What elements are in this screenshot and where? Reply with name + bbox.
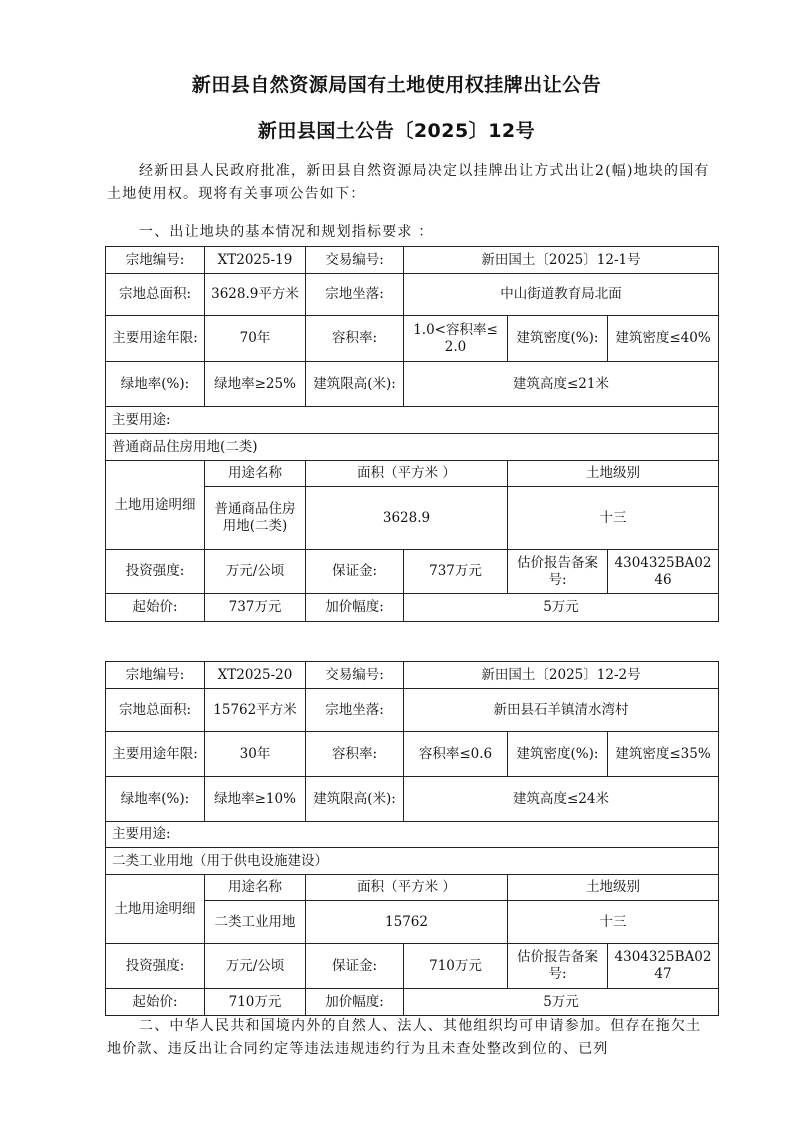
label-location: 宗地坐落:: [306, 689, 404, 732]
label-use-detail: 土地用途明细: [106, 461, 205, 550]
label-parcel-no: 宗地编号:: [106, 662, 205, 689]
use-years-value: 70年: [205, 316, 306, 362]
label-trade-no: 交易编号:: [306, 662, 404, 689]
trade-no-value: 新田国土〔2025〕12-2号: [404, 662, 719, 689]
label-use-detail: 土地用途明细: [106, 875, 205, 944]
increment-value: 5万元: [404, 594, 719, 622]
label-trade-no: 交易编号:: [306, 247, 404, 274]
label-invest: 投资强度:: [106, 944, 205, 989]
appraisal-value: 4304325BA0246: [608, 550, 719, 594]
height-value: 建筑高度≤24米: [404, 777, 719, 822]
label-use-name: 用途名称: [205, 875, 306, 901]
label-deposit: 保证金:: [306, 944, 404, 989]
area-value: 15762: [306, 901, 508, 944]
label-use-years: 主要用途年限:: [106, 732, 205, 777]
label-height: 建筑限高(米):: [306, 777, 404, 822]
label-total-area: 宗地总面积:: [106, 689, 205, 732]
label-land-grade: 土地级别: [508, 875, 719, 901]
deposit-value: 737万元: [404, 550, 508, 594]
trade-no-value: 新田国土〔2025〕12-1号: [404, 247, 719, 274]
appraisal-value: 4304325BA0247: [608, 944, 719, 989]
label-start-price: 起始价:: [106, 989, 205, 1016]
green-value: 绿地率≥10%: [205, 777, 306, 822]
deposit-value: 710万元: [404, 944, 508, 989]
label-invest: 投资强度:: [106, 550, 205, 594]
label-start-price: 起始价:: [106, 594, 205, 622]
label-green: 绿地率(%):: [106, 777, 205, 822]
label-total-area: 宗地总面积:: [106, 274, 205, 316]
label-deposit: 保证金:: [306, 550, 404, 594]
label-increment: 加价幅度:: [306, 989, 404, 1016]
label-density: 建筑密度(%):: [508, 316, 608, 362]
increment-value: 5万元: [404, 989, 719, 1016]
label-main-use: 主要用途:: [106, 822, 719, 848]
parcel-table-1: [105, 246, 719, 622]
far-value: 容积率≤0.6: [404, 732, 508, 777]
label-area-sqm: 面积（平方米 ）: [306, 461, 508, 487]
label-height: 建筑限高(米):: [306, 362, 404, 407]
notice-title: 新田县自然资源局国有土地使用权挂牌出让公告: [191, 74, 602, 96]
use-name-value: 二类工业用地: [205, 901, 306, 944]
grade-value: 十三: [508, 901, 719, 944]
grade-value: 十三: [508, 487, 719, 550]
label-far: 容积率:: [306, 316, 404, 362]
start-price-value: 737万元: [205, 594, 306, 622]
label-use-name: 用途名称: [205, 461, 306, 487]
label-green: 绿地率(%):: [106, 362, 205, 407]
label-far: 容积率:: [306, 732, 404, 777]
label-location: 宗地坐落:: [306, 274, 404, 316]
use-name-value: 普通商品住房用地(二类): [205, 487, 306, 550]
notice-number: 新田县国土公告〔2025〕12号: [257, 120, 536, 142]
far-value: 1.0<容积率≤2.0: [404, 316, 508, 362]
total-area-value: 15762平方米: [205, 689, 306, 732]
location-value: 中山街道教育局北面: [404, 274, 719, 316]
label-density: 建筑密度(%):: [508, 732, 608, 777]
label-appraisal: 估价报告备案号:: [508, 944, 608, 989]
invest-value: 万元/公顷: [205, 550, 306, 594]
invest-value: 万元/公顷: [205, 944, 306, 989]
density-value: 建筑密度≤40%: [608, 316, 719, 362]
label-parcel-no: 宗地编号:: [106, 247, 205, 274]
main-use-value: 普通商品住房用地(二类): [106, 434, 719, 461]
parcel-no-value: XT2025-19: [205, 247, 306, 274]
green-value: 绿地率≥25%: [205, 362, 306, 407]
area-value: 3628.9: [306, 487, 508, 550]
label-area-sqm: 面积（平方米 ）: [306, 875, 508, 901]
parcel-no-value: XT2025-20: [205, 662, 306, 689]
start-price-value: 710万元: [205, 989, 306, 1016]
location-value: 新田县石羊镇清水湾村: [404, 689, 719, 732]
label-main-use: 主要用途:: [106, 407, 719, 434]
height-value: 建筑高度≤21米: [404, 362, 719, 407]
use-years-value: 30年: [205, 732, 306, 777]
label-use-years: 主要用途年限:: [106, 316, 205, 362]
parcel-table-2: [105, 661, 719, 1016]
label-increment: 加价幅度:: [306, 594, 404, 622]
section-2-paragraph: 二、中华人民共和国境内外的自然人、法人、其他组织均可申请参加。但存在拖欠土地价款、违反出让合同约定等违法违规违约行为且未查处整改到位的、已列: [107, 1018, 702, 1057]
density-value: 建筑密度≤35%: [608, 732, 719, 777]
label-land-grade: 土地级别: [508, 461, 719, 487]
total-area-value: 3628.9平方米: [205, 274, 306, 316]
intro-paragraph: 经新田县人民政府批准，新田县自然资源局决定以挂牌出让方式出让2(幅)地块的国有土地使用权。现将有关事项公告如下：: [107, 163, 710, 202]
main-use-value: 二类工业用地（用于供电设施建设）: [106, 848, 719, 875]
label-appraisal: 估价报告备案号:: [508, 550, 608, 594]
section-1-heading: 一、出让地块的基本情况和规划指标要求 ：: [139, 224, 434, 240]
